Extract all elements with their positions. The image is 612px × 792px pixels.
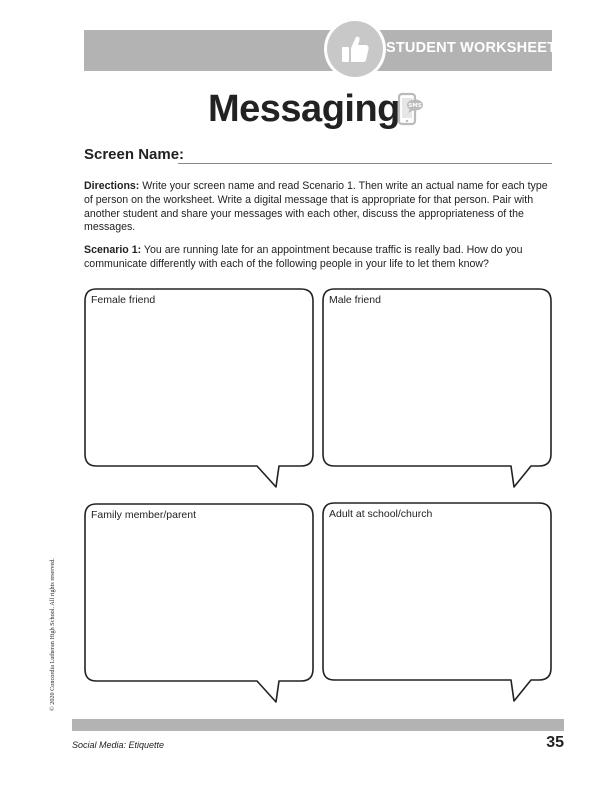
footer-band [72, 719, 564, 731]
thumbs-up-badge [327, 21, 383, 77]
speech-bubble-shape [322, 288, 552, 488]
page-title: Messaging [208, 88, 400, 130]
thumbs-up-icon [339, 33, 371, 65]
scenario-label: Scenario 1: [84, 244, 142, 256]
speech-bubble-shape [84, 288, 314, 488]
directions-label: Directions: [84, 180, 140, 192]
page-number: 35 [546, 734, 564, 751]
bubble-label: Adult at school/church [329, 508, 433, 520]
footer-course-title: Social Media: Etiquette [72, 740, 165, 750]
bubble-label: Male friend [329, 294, 381, 306]
scenario-paragraph [84, 244, 552, 272]
phone-sms-icon [398, 92, 424, 126]
sms-badge-text: SMS [408, 103, 422, 109]
bubble-label: Family member/parent [91, 509, 197, 521]
scenario-text: You are running late for an appointment because traffic is really bad. How do you communicate differently with each of the following people in your life to let them know? [84, 244, 523, 270]
directions-text: Write your screen name and read Scenario 1. Then write an actual name for each type of person on the worksheet. Write a digital message that is appropriate for that person. Pair with another student and share your messages with each other, discuss the appropriateness of the messages. [84, 180, 548, 234]
bubble-label: Female friend [91, 294, 156, 306]
speech-bubble-shape [84, 503, 314, 703]
screen-name-label: Screen Name: [84, 146, 185, 163]
screen-name-line[interactable] [178, 163, 552, 164]
speech-bubble-shape [322, 502, 552, 702]
directions-paragraph [84, 180, 552, 235]
header-title: STUDENT WORKSHEET [386, 40, 557, 56]
copyright-notice: © 2020 Concordia Lutheran High School. All rights reserved. [49, 558, 56, 711]
